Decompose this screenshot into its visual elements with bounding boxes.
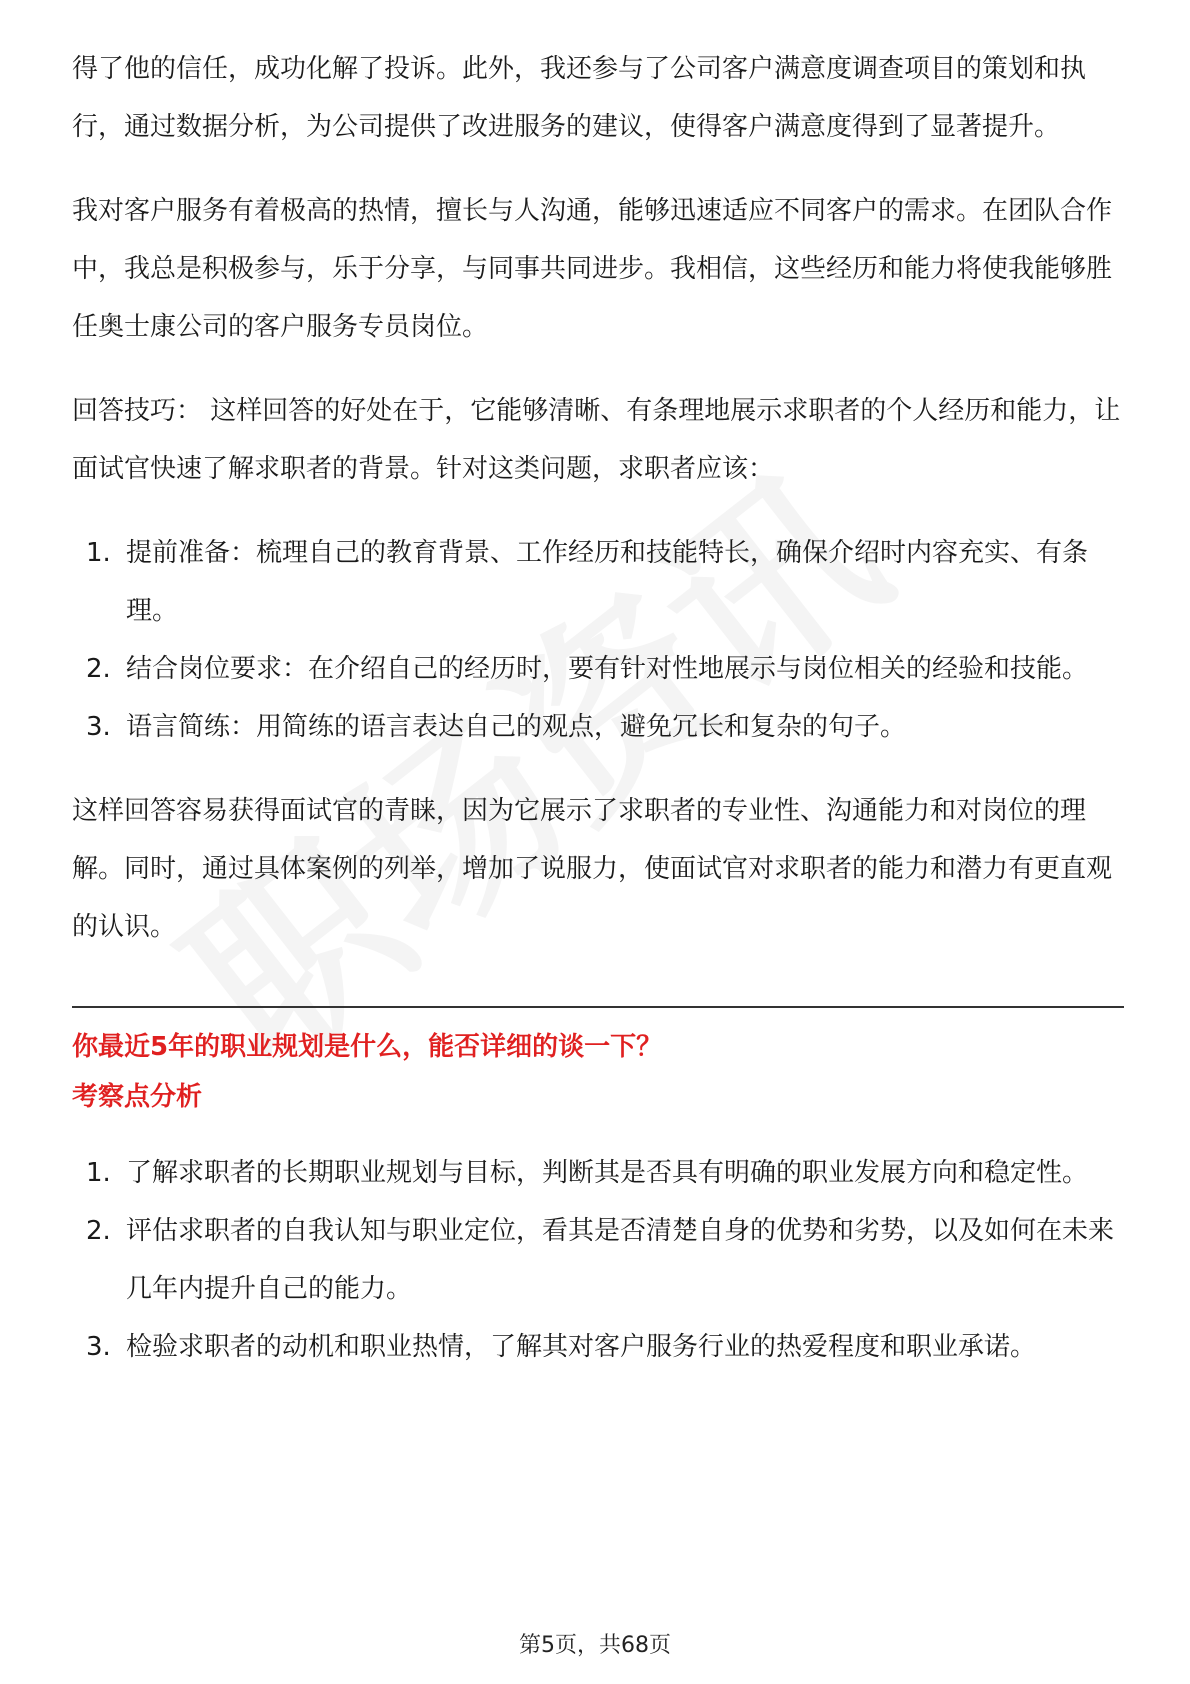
list-item-text: 了解求职者的长期职业规划与目标，判断其是否具有明确的职业发展方向和稳定性。 (126, 1158, 1089, 1188)
page-footer: 第5页，共68页 (519, 1633, 671, 1658)
paragraph-answer-tips: 回答技巧： 这样回答的好处在于，它能够清晰、有条理地展示求职者的个人经历和能力，让面试官快速了解求职者的背景。针对这类问题，求职者应该： (72, 396, 1121, 484)
list-item (72, 524, 1124, 640)
list-item-text: 语言简练：用简练的语言表达自己的观点，避免冗长和复杂的句子。 (126, 712, 907, 742)
list-item (72, 1144, 1124, 1202)
list-item (72, 698, 1124, 756)
tips-list (72, 524, 1124, 756)
question-heading: 你最近5年的职业规划是什么，能否详细的谈一下？ (72, 1032, 663, 1062)
list-item-text: 检验求职者的动机和职业热情，了解其对客户服务行业的热爱程度和职业承诺。 (126, 1332, 1037, 1362)
list-number: 1. (86, 1158, 111, 1188)
list-item-text: 评估求职者的自我认知与职业定位，看其是否清楚自身的优势和劣势，以及如何在未来几年内提升自己的能力。 (126, 1216, 1115, 1304)
list-item-text: 提前准备：梳理自己的教育背景、工作经历和技能特长，确保介绍时内容充实、有条理。 (126, 538, 1089, 626)
list-number: 2. (86, 1216, 111, 1246)
paragraph: 我对客户服务有着极高的热情，擅长与人沟通，能够迅速适应不同客户的需求。在团队合作中，我总是积极参与，乐于分享，与同事共同进步。我相信，这些经历和能力将使我能够胜任奥士康公司的客户服务专员岗位。 (72, 196, 1113, 342)
list-number: 2. (86, 654, 111, 684)
section-divider (72, 1006, 1124, 1008)
paragraph: 得了他的信任，成功化解了投诉。此外，我还参与了公司客户满意度调查项目的策划和执行，通过数据分析，为公司提供了改进服务的建议，使得客户满意度得到了显著提升。 (72, 54, 1087, 142)
list-number: 3. (86, 712, 111, 742)
list-item-text: 结合岗位要求：在介绍自己的经历时，要有针对性地展示与岗位相关的经验和技能。 (126, 654, 1089, 684)
list-item (72, 1202, 1124, 1318)
list-item (72, 640, 1124, 698)
list-number: 3. (86, 1332, 111, 1362)
list-number: 1. (86, 538, 111, 568)
list-item (72, 1318, 1124, 1376)
analysis-heading: 考察点分析 (72, 1082, 203, 1112)
paragraph-closing: 这样回答容易获得面试官的青睐，因为它展示了求职者的专业性、沟通能力和对岗位的理解。同时，通过具体案例的列举，增加了说服力，使面试官对求职者的能力和潜力有更直观的认识。 (72, 796, 1113, 942)
document-page (72, 40, 1124, 1402)
analysis-list (72, 1144, 1124, 1376)
